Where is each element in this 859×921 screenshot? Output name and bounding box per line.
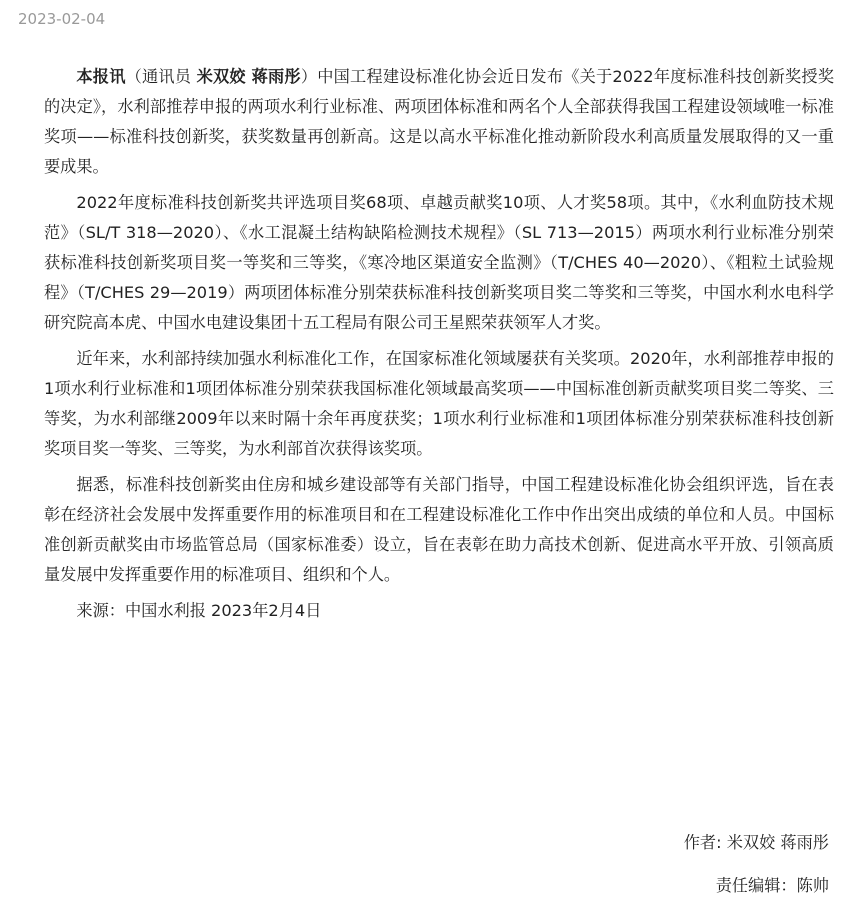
article-body xyxy=(44,62,834,626)
byline-close: ） xyxy=(300,67,318,86)
article-paragraph-1 xyxy=(44,62,834,182)
article-paragraph-2: 2022年度标准科技创新奖共评选项目奖68项、卓越贡献奖10项、人才奖58项。其中，《水利血防技术规范》（SL/T 318—2020）、《水工混凝土结构缺陷检测技术规程》（SL 713—2015）两项水利行业标准分别荣获标准科技创新奖项目奖一等奖和三等奖，《寒冷地区渠道安全监测》（T/CHES 40—2020）、《粗粒土试验规程》（T/CHES 29—2019）两项团体标准分别荣获标准科技创新奖项目奖二等奖和三等奖，中国水利水电科学研究院高本虎、中国水电建设集团十五工程局有限公司王星熙荣获领军人才奖。 xyxy=(44,193,834,332)
article-paragraph-4: 据悉，标准科技创新奖由住房和城乡建设部等有关部门指导，中国工程建设标准化协会组织评选，旨在表彰在经济社会发展中发挥重要作用的标准项目和在工程建设标准化工作中作出突出成绩的单位和人员。中国标准创新贡献奖由市场监管总局（国家标准委）设立，旨在表彰在助力高技术创新、促进高水平开放、引领高质量发展中发挥重要作用的标准项目、组织和个人。 xyxy=(44,475,834,584)
article-source: 来源：中国水利报 2023年2月4日 xyxy=(76,601,322,620)
article-paragraph-3: 近年来，水利部持续加强水利标准化工作，在国家标准化领域屡获有关奖项。2020年，水利部推荐申报的1项水利行业标准和1项团体标准分别荣获我国标准化领域最高奖项——中国标准创新贡献奖项目奖二等奖、三等奖，为水利部继2009年以来时隔十余年再度获奖；1项水利行业标准和1项团体标准分别荣获标准科技创新奖项目奖一等奖、三等奖，为水利部首次获得该奖项。 xyxy=(44,349,834,458)
byline-open: （通讯员 xyxy=(125,67,197,86)
publish-date: 2023-02-04 xyxy=(18,10,106,28)
paragraph-1-text: 中国工程建设标准化协会近日发布《关于2022年度标准科技创新奖授奖的决定》，水利部推荐申报的两项水利行业标准、两项团体标准和两名个人全部获得我国工程建设领域唯一标准奖项——标准科技创新奖，获奖数量再创新高。这是以高水平标准化推动新阶段水利高质量发展取得的又一重要成果。 xyxy=(44,67,835,176)
author-line: 作者: 米双姣 蒋雨彤 xyxy=(683,833,829,852)
editor-line: 责任编辑：陈帅 xyxy=(715,876,829,895)
byline-names: 米双姣 蒋雨彤 xyxy=(196,67,301,86)
lead-label: 本报讯 xyxy=(76,67,126,86)
